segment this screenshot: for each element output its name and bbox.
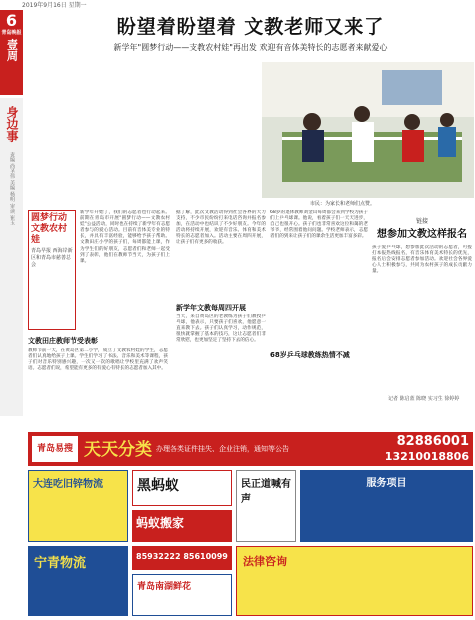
section-heading-2: 新学年文教每周四开展 <box>176 304 246 312</box>
ad-moving-2 <box>132 510 232 542</box>
paper-tag: 青岛晚报 <box>1 30 22 36</box>
page-subhead: 新学年"圆梦行动——支教农村娃"再出发 欢迎有音体美特长的志愿者来献爱心 <box>113 43 388 52</box>
article-column-1: 新学年开始了，我们的志愿者也行动起来。前期在青岛市开展"圆梦行动——文教农村娃"公益活动，同时也在持续了新学年有志愿者参与的爱心活动。目前有音体美专业的特长，并具有丰富经验，能够给予孩子帮助。文教田庄小学的孩子们，每周都能上课，作为学生们的好朋友，志愿者们和老师一起受到了表彰，他们在教师节当天，为孩子们上课。 <box>80 210 170 264</box>
sidebar-credit: 责编 尚圣伟 美编 杨明 审读 崔玉 <box>9 152 15 225</box>
page-number: 6 <box>5 11 18 30</box>
ad-logistics-2 <box>28 546 128 616</box>
article-column-5: 68岁的退休教师刘金山每周都会来到学校为孩子们上乒乓球课。他说，看着孩子们一天天进步，自己也很开心。孩子们也非常喜欢这位和蔼的老爷爷，经常围着他问问题。学校老师表示，志愿者们的到来让孩子们的课余生活更加丰富多彩。 <box>270 210 368 240</box>
ad-flowers <box>132 574 232 616</box>
ad-service-text: 办理各类证件挂失、企业注销，通知等公告 <box>156 445 289 453</box>
page-headline: 盼望着盼望着 文教老师又来了 <box>116 16 385 38</box>
sidebar-title: 身边事 <box>5 106 19 142</box>
ad-services-title: 服务项目 <box>366 478 407 489</box>
ad-flowers-title: 青岛南湖鲜花 <box>137 582 192 592</box>
ad-phone-alt: 13210018806 <box>384 450 469 463</box>
ad-phone-strip-text: 85932222 85610099 <box>136 552 228 561</box>
photo-caption: 市民：为家长和老师们点赞。 <box>310 201 376 207</box>
ad-brand-name: 天天分类 <box>84 440 152 460</box>
date-line: 2019年9月16日 星期一 <box>22 2 87 9</box>
ad-brand: 青岛易搜 <box>32 436 78 462</box>
ad-moving-1 <box>132 470 232 506</box>
ad-legal-1-title: 民正道喊有声 <box>241 479 291 505</box>
ad-legal-2-title: 法律咨询 <box>243 555 287 568</box>
ad-services <box>300 470 473 542</box>
ad-legal-1 <box>236 470 296 542</box>
article-column-6: 孩子爱乒乓球，想参加此次活动的志愿者，可拨打本报热线报名，有音乐体育美术特长的优先，报名后会安排志愿者参加活动。欢迎社会各界爱心人士积极参与，共同为农村孩子的成长贡献力量。 <box>372 245 472 275</box>
ad-legal-2 <box>236 546 473 616</box>
left-sidebar <box>0 98 23 416</box>
link-label: 链接 <box>415 218 428 225</box>
ad-banner-top <box>28 432 473 466</box>
classified-ads-area <box>28 432 473 618</box>
sidebar-box-heading <box>372 216 472 240</box>
section-heading-1: 文教田庄教师节受表彰 <box>28 337 98 345</box>
ad-moving-1-title: 黑蚂蚁 <box>137 478 179 494</box>
article-column-2: 教师节前一天，在黄岛区第二小学，成立了文教农村娃的学生，志愿者们认真地给孩子上课。学生们学习了书法、音乐和美术等课程，孩子们对音乐特别感兴趣，一次又一次的歌唱让学校里充满了欢声笑语。志愿者们说，希望能有更多的有爱心有特长的志愿者加入其中。 <box>28 348 168 372</box>
article-column-4: 当天，来自黄岛区的老教练为孩子们教授乒乓球，他表示，只要孩子们喜欢，他愿意一直来教下去。孩子们认真学习，动作规范，很快就掌握了基本的技巧，这让志愿者们非常欣慰，也更加坚定了坚持下去的信心。 <box>176 314 266 344</box>
activity-logo-box <box>28 210 76 330</box>
section-name: 壹周 <box>5 39 19 61</box>
ad-logistics-1-title: 大连吃旧锌物流 <box>33 479 103 490</box>
reporter-credit: 记者 陈启蓝 陈晓 实习生 徐婷婷 <box>388 396 460 402</box>
signup-heading: 想参加文教这样报名 <box>377 229 467 240</box>
ad-logistics-2-title: 宁青物流 <box>34 556 87 571</box>
article-column-3: 据了解，此次文教活动得到社会各界的大力支持，不少市民纷纷打来电话咨询并报名参加，在活动中也结识了不少好朋友。今年的活动将持续开展，欢迎有音乐、体育和美术特长的志愿者加入。活动主要在周四开展，让孩子们有更多的收获。 <box>176 210 266 246</box>
section-heading-3: 68岁乒乓球教练热情不减 <box>270 351 350 359</box>
section-tab <box>0 10 23 95</box>
classroom-photo <box>262 62 474 198</box>
ad-logistics-1 <box>28 470 128 542</box>
ad-phone-strip <box>132 546 232 570</box>
ad-phone-main: 82886001 <box>396 434 469 449</box>
ad-moving-2-title: 蚂蚁搬家 <box>136 516 185 530</box>
news-photo <box>262 62 474 198</box>
activity-title: 圆梦行动 文教农村娃 <box>31 213 68 245</box>
activity-organizers: 青岛早报 西海岸新区和青岛市慈善总会 <box>31 248 73 268</box>
